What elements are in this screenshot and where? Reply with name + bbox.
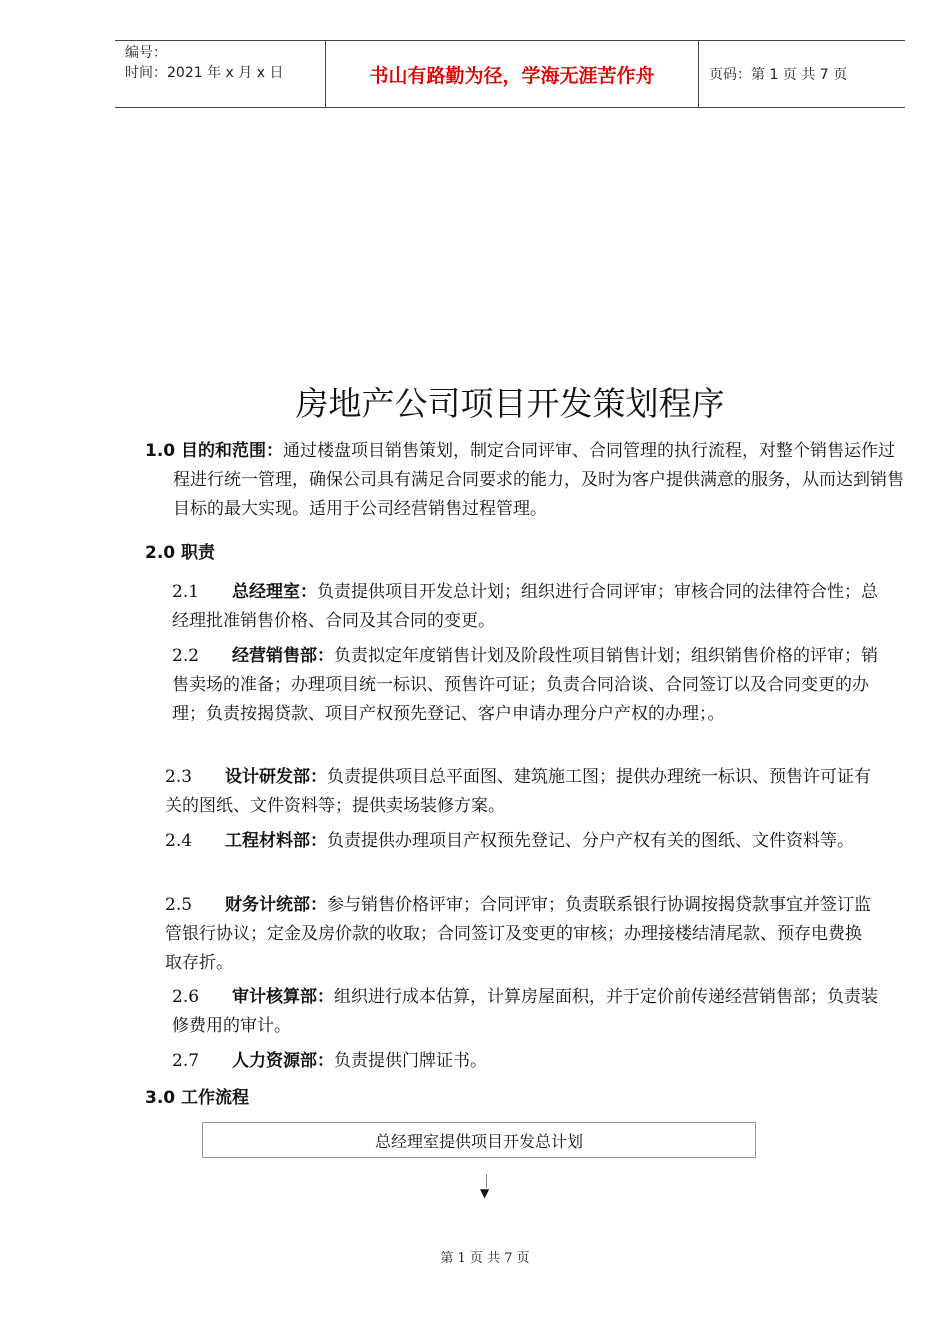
item-text: 负责提供门牌证书。	[334, 1051, 487, 1071]
responsibility-item	[165, 763, 875, 821]
document-time: 时间：2021 年 x 月 x 日	[125, 65, 284, 81]
header-meta	[115, 41, 326, 107]
item-text: 参与销售价格评审；合同评审；负责联系银行协调按揭贷款事宜并签订监管银行协议；定金及房价款的收取；合同签订及变更的审核；办理接楼结清尾款、预存电费换取存折。	[165, 895, 871, 973]
document-title: 房地产公司项目开发策划程序	[295, 384, 725, 423]
header-page-info: 页码：第 1 页 共 7 页	[709, 67, 848, 83]
item-role: 设计研发部：	[225, 767, 327, 787]
section-workflow-heading: 3.0 工作流程	[145, 1088, 250, 1108]
section-purpose-scope	[145, 437, 908, 524]
section-purpose-text: 通过楼盘项目销售策划，制定合同评审、合同管理的执行流程，对整个销售运作过程进行统一管理，确保公司具有满足合同要求的能力，及时为客户提供满意的服务，从而达到销售目标的最大实现。适用于公司经营销售过程管理。	[173, 441, 904, 519]
item-number: 2.4	[165, 831, 193, 851]
arrow-down-icon: ▼	[480, 1186, 490, 1200]
item-text: 负责提供项目总平面图、建筑施工图；提供办理统一标识、预售许可证有关的图纸、文件资料等；提供卖场装修方案。	[165, 767, 871, 816]
page-header	[115, 40, 905, 108]
item-role: 人力资源部：	[232, 1051, 334, 1071]
item-text: 负责提供办理项目产权预先登记、分户产权有关的图纸、文件资料等。	[327, 831, 854, 851]
responsibility-item	[165, 891, 875, 978]
section-purpose-label: 1.0 目的和范围：	[145, 441, 284, 461]
item-number: 2.2	[172, 646, 200, 666]
section-responsibilities-heading: 2.0 职责	[145, 543, 216, 563]
item-text: 负责提供项目开发总计划；组织进行合同评审；审核合同的法律符合性；总经理批准销售价格、合同及其合同的变更。	[172, 582, 878, 631]
item-number: 2.3	[165, 767, 193, 787]
item-text: 组织进行成本估算，计算房屋面积，并于定价前传递经营销售部；负责装修费用的审计。	[172, 987, 878, 1036]
item-role: 财务计统部：	[225, 895, 327, 915]
page-footer: 第 1 页 共 7 页	[440, 1251, 530, 1266]
header-motto: 书山有路勤为径，学海无涯苦作舟	[326, 41, 699, 107]
item-role: 审计核算部：	[232, 987, 334, 1007]
item-role: 经营销售部：	[232, 646, 334, 666]
item-number: 2.1	[172, 582, 200, 602]
document-number: 编号：	[125, 45, 167, 61]
responsibility-item	[172, 983, 882, 1041]
responsibility-item	[172, 642, 882, 729]
item-text: 负责拟定年度销售计划及阶段性项目销售计划；组织销售价格的评审；销售卖场的准备；办理项目统一标识、预售许可证；负责合同洽谈、合同签订以及合同变更的办理；负责按揭贷款、项目产权预先登记、客户申请办理分户产权的办理；。	[172, 646, 878, 724]
responsibility-item	[172, 578, 882, 636]
item-number: 2.5	[165, 895, 193, 915]
responsibility-item	[165, 827, 875, 856]
item-role: 总经理室：	[232, 582, 317, 602]
item-number: 2.7	[172, 1051, 200, 1071]
item-number: 2.6	[172, 987, 200, 1007]
responsibility-item	[172, 1047, 882, 1076]
flow-step-box: 总经理室提供项目开发总计划	[202, 1122, 756, 1158]
item-role: 工程材料部：	[225, 831, 327, 851]
